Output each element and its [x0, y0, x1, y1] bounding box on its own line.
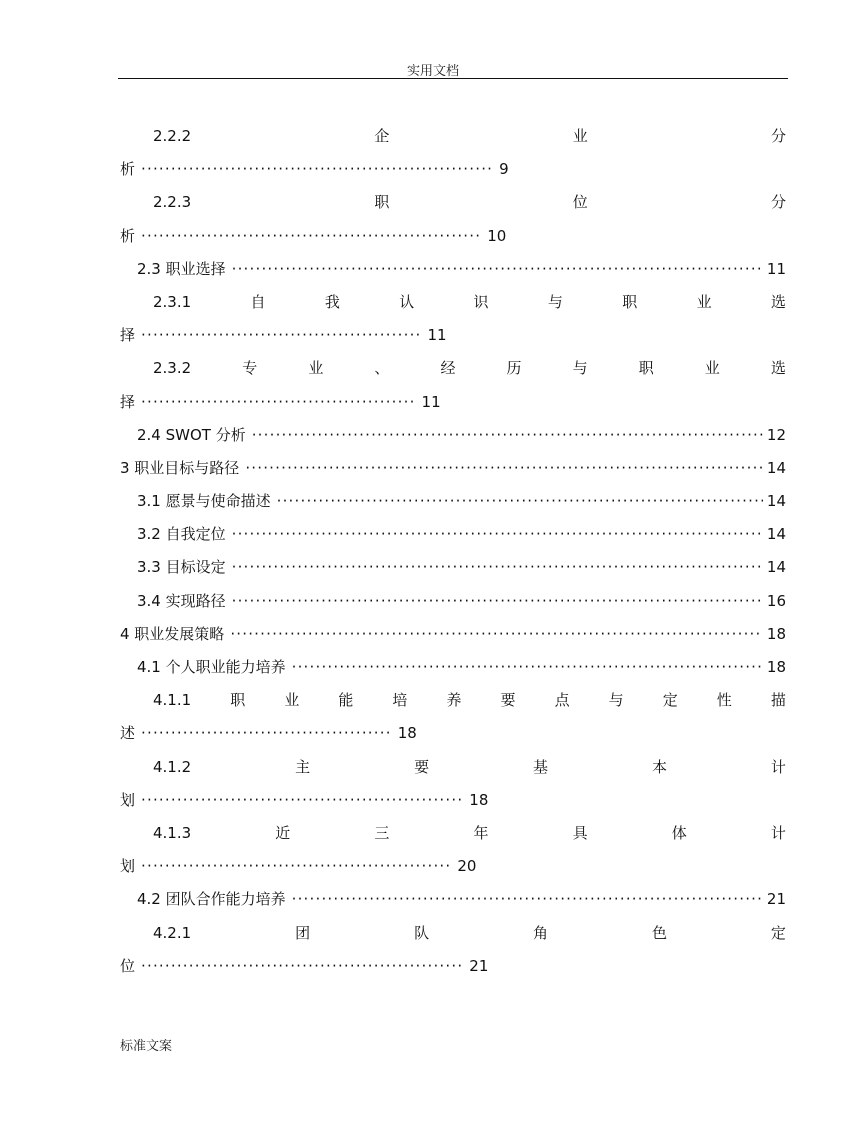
- toc-entry-second-line: [120, 220, 786, 253]
- toc-page-number: 21: [469, 956, 489, 975]
- toc-entry-number: 2.2.2: [153, 127, 192, 145]
- toc-entry-char: 与: [608, 691, 624, 710]
- toc-entry-char: 色: [651, 923, 667, 942]
- toc-entry-char: 职: [622, 292, 638, 311]
- toc-page-number: 14: [766, 525, 786, 544]
- toc-entry-second-line: [120, 950, 786, 983]
- toc-leader: [232, 551, 763, 584]
- toc-entry-char: 认: [399, 292, 415, 311]
- toc-entry-title: 3 职业目标与路径: [120, 458, 240, 477]
- toc-entry-tail: 择: [120, 326, 136, 345]
- toc-entry-char: 经: [440, 359, 456, 378]
- toc-entry-char: 专: [242, 359, 258, 378]
- toc-entry-second-line: [120, 784, 786, 817]
- toc-leader: [245, 452, 763, 485]
- toc-page-number: 14: [766, 458, 786, 477]
- toc-page-number: 18: [766, 624, 786, 643]
- toc-page-number: 12: [766, 425, 786, 444]
- toc-entry-first-line: [120, 120, 786, 153]
- page-footer: 标准文案: [120, 1039, 173, 1054]
- toc-entry-char: 培: [392, 691, 408, 710]
- toc-entry-wrapped[interactable]: [120, 120, 786, 186]
- toc-entry-char: 近: [275, 823, 291, 842]
- toc-entry-number: 4.2.1: [153, 923, 192, 942]
- toc-entry-char: 团: [295, 923, 311, 942]
- toc-entry-second-line: [120, 386, 786, 419]
- toc-entry-char: 体: [671, 823, 687, 842]
- toc-entry[interactable]: [120, 551, 786, 584]
- header-rule: [118, 78, 788, 79]
- toc-page-number: 9: [499, 160, 509, 179]
- toc-entry-char: 具: [572, 823, 588, 842]
- toc-entry-char: 要: [414, 757, 430, 776]
- toc-entry-char: 三: [374, 823, 390, 842]
- toc-entry-char: 业: [704, 359, 720, 378]
- toc-entry-title: 3.4 实现路径: [137, 591, 226, 610]
- toc-leader: [232, 518, 763, 551]
- toc-entry-number: 2.2.3: [153, 193, 192, 212]
- toc-entry-char: 我: [324, 292, 340, 311]
- toc-entry-number: 2.3.1: [153, 292, 192, 311]
- toc-page-number: 16: [766, 591, 786, 610]
- toc-leader: [232, 585, 763, 618]
- toc-entry-char: 养: [446, 691, 462, 710]
- toc-page-number: 21: [766, 890, 786, 909]
- toc-page-number: 14: [766, 492, 786, 511]
- toc-entry-tail: 划: [120, 790, 136, 809]
- toc-entry-char: 角: [533, 923, 549, 942]
- toc-entry-first-line: [120, 286, 786, 319]
- toc-entry-char: 与: [547, 292, 563, 311]
- toc-entry-char: 计: [770, 757, 786, 776]
- toc-page-number: 11: [427, 326, 447, 345]
- toc-entry-char: 识: [473, 292, 489, 311]
- table-of-contents: [120, 120, 786, 983]
- toc-entry-wrapped[interactable]: [120, 186, 786, 252]
- toc-entry-char: 年: [473, 823, 489, 842]
- toc-entry[interactable]: [120, 883, 786, 916]
- toc-entry-title: 4.1 个人职业能力培养: [137, 658, 286, 676]
- toc-entry[interactable]: [120, 452, 786, 485]
- toc-leader: ···············································: [141, 326, 422, 345]
- toc-entry-title: 3.1 愿景与使命描述: [137, 492, 271, 511]
- toc-entry-second-line: [120, 319, 786, 352]
- toc-entry-char: 队: [414, 923, 430, 942]
- toc-entry-char: 历: [506, 359, 522, 378]
- toc-entry-first-line: [120, 684, 786, 717]
- toc-entry-first-line: [120, 817, 786, 850]
- toc-entry-char: 位: [572, 193, 588, 212]
- toc-page-number: 11: [766, 259, 786, 278]
- toc-entry-first-line: [120, 186, 786, 219]
- toc-leader: ···························································: [141, 160, 494, 179]
- toc-entry-title: 3.3 目标设定: [137, 558, 226, 577]
- toc-entry-tail: 述: [120, 724, 136, 743]
- toc-entry-number: 4.1.3: [153, 823, 192, 842]
- toc-leader: [292, 883, 763, 916]
- toc-page-number: 18: [766, 658, 786, 676]
- toc-leader: ······················································: [141, 956, 464, 975]
- toc-entry-char: 与: [572, 359, 588, 378]
- toc-entry-char: 业: [572, 127, 588, 145]
- toc-entry-char: 选: [770, 292, 786, 311]
- toc-entry-char: 能: [338, 691, 354, 710]
- toc-leader: ··········································: [141, 724, 392, 743]
- toc-entry-wrapped[interactable]: [120, 684, 786, 750]
- toc-page-number: 20: [457, 857, 477, 876]
- toc-entry-char: 本: [651, 757, 667, 776]
- toc-page-number: 11: [421, 392, 441, 411]
- toc-entry-title: 4.2 团队合作能力培养: [137, 890, 286, 909]
- toc-page-number: 18: [469, 790, 489, 809]
- toc-entry-char: 企: [374, 127, 390, 145]
- toc-entry-number: 4.1.1: [153, 691, 192, 710]
- toc-entry-tail: 析: [120, 226, 136, 245]
- toc-page-number: 18: [397, 724, 417, 743]
- toc-page-number: 10: [487, 226, 507, 245]
- toc-entry-char: 业: [308, 359, 324, 378]
- toc-entry-char: 点: [554, 691, 570, 710]
- page-header: 实用文档: [406, 64, 459, 79]
- toc-entry-char: 描: [770, 691, 786, 710]
- toc-page-number: 14: [766, 558, 786, 577]
- toc-entry[interactable]: [120, 485, 786, 518]
- toc-leader: [232, 253, 763, 286]
- toc-entry-title: 3.2 自我定位: [137, 525, 226, 544]
- toc-entry-second-line: [120, 153, 786, 186]
- toc-entry-wrapped[interactable]: [120, 286, 786, 352]
- toc-entry[interactable]: [120, 585, 786, 618]
- toc-entry-char: 自: [250, 292, 266, 311]
- toc-entry[interactable]: [120, 419, 786, 452]
- toc-leader: [292, 651, 763, 684]
- toc-entry-first-line: [120, 352, 786, 385]
- toc-entry-char: 、: [374, 359, 390, 378]
- toc-entry[interactable]: [120, 518, 786, 551]
- toc-entry-wrapped[interactable]: [120, 352, 786, 418]
- toc-leader: ····················································: [141, 857, 452, 876]
- toc-entry-char: 计: [770, 823, 786, 842]
- toc-entry-char: 分: [770, 193, 786, 212]
- toc-entry-char: 职: [374, 193, 390, 212]
- toc-leader: [277, 485, 763, 518]
- toc-entry-wrapped[interactable]: [120, 917, 786, 983]
- toc-entry-char: 要: [500, 691, 516, 710]
- toc-entry-number: 4.1.2: [153, 757, 192, 776]
- toc-leader: ······················································: [141, 790, 464, 809]
- toc-entry-title: 2.3 职业选择: [137, 259, 226, 278]
- toc-entry-char: 业: [284, 691, 300, 710]
- toc-entry-tail: 择: [120, 392, 136, 411]
- toc-entry[interactable]: [120, 651, 786, 684]
- toc-entry-tail: 位: [120, 956, 136, 975]
- toc-leader: ·························································: [141, 226, 482, 245]
- toc-entry-first-line: [120, 917, 786, 950]
- toc-entry-char: 分: [770, 127, 786, 145]
- toc-entry-wrapped[interactable]: [120, 751, 786, 817]
- toc-entry-char: 选: [770, 359, 786, 378]
- toc-leader: [230, 618, 763, 651]
- toc-entry-char: 定: [770, 923, 786, 942]
- toc-entry-tail: 析: [120, 160, 136, 179]
- toc-entry-title: 4 职业发展策略: [120, 624, 225, 643]
- toc-entry-char: 职: [638, 359, 654, 378]
- toc-entry-second-line: [120, 717, 786, 750]
- toc-entry[interactable]: [120, 253, 786, 286]
- toc-entry-char: 业: [696, 292, 712, 311]
- toc-entry-char: 职: [230, 691, 246, 710]
- toc-entry-char: 主: [295, 757, 311, 776]
- toc-entry-title: 2.4 SWOT 分析: [137, 425, 246, 444]
- toc-entry-char: 性: [716, 691, 732, 710]
- toc-entry-tail: 划: [120, 857, 136, 876]
- toc-leader: [252, 419, 763, 452]
- toc-entry[interactable]: [120, 618, 786, 651]
- toc-entry-second-line: [120, 850, 786, 883]
- toc-entry-first-line: [120, 751, 786, 784]
- toc-entry-wrapped[interactable]: [120, 817, 786, 883]
- toc-entry-number: 2.3.2: [153, 359, 192, 378]
- toc-leader: ··············································: [141, 392, 416, 411]
- toc-entry-char: 定: [662, 691, 678, 710]
- toc-entry-char: 基: [533, 757, 549, 776]
